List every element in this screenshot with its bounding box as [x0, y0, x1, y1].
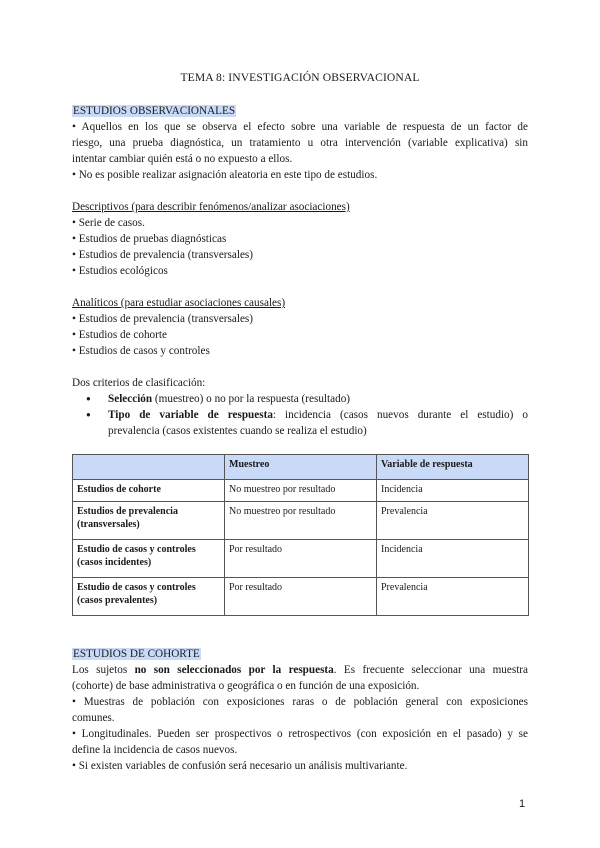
table-cell: Por resultado [225, 578, 377, 616]
table-cell: Estudios de prevalencia (transversales) [73, 502, 225, 540]
table-cell: Estudio de casos y controles (casos prevalentes) [73, 578, 225, 616]
descriptivos-heading: Descriptivos (para describir fenómenos/analizar asociaciones) [72, 201, 350, 213]
section-observacionales [72, 103, 528, 183]
table-cell: Incidencia [377, 480, 529, 502]
table-row [73, 480, 529, 502]
table-cell: No muestreo por resultado [225, 502, 377, 540]
list-item: • Estudios ecológicos [72, 265, 168, 277]
list-item: • Estudios de casos y controles [72, 345, 210, 357]
section-cohorte [72, 646, 528, 774]
table-cell: Estudio de casos y controles (casos incidentes) [73, 540, 225, 578]
cohorte-text: . Es frecuente seleccionar una muestra [333, 664, 528, 676]
table-row [73, 578, 529, 616]
list-item: • Serie de casos. [72, 217, 145, 229]
cohorte-line-2: (cohorte) de base administrativa o geográfica o en función de una exposición. [72, 680, 420, 692]
table-cell: Incidencia [377, 540, 529, 578]
cohorte-line-6: define la incidencia de casos nuevos. [72, 744, 238, 756]
table-cell: No muestreo por resultado [225, 480, 377, 502]
list-item: • Estudios de cohorte [72, 329, 167, 341]
cohorte-line-4: comunes. [72, 712, 115, 724]
cohorte-line-1 [72, 662, 528, 678]
obs-line-3: intentar cambiar quién está o no expuesto a ellos. [72, 153, 293, 165]
cohorte-line-3: • Muestras de población con exposiciones raras o de población general con exposiciones [72, 696, 528, 708]
table-cell: Estudios de cohorte [73, 480, 225, 502]
list-item: • Estudios de prevalencia (transversales) [72, 249, 253, 261]
criterio-2-text-cont: prevalencia (casos existentes cuando se realiza el estudio) [108, 425, 367, 437]
obs-line-4: • No es posible realizar asignación aleatoria en este tipo de estudios. [72, 169, 378, 181]
table-header-cell [73, 455, 225, 480]
table-header-row [73, 455, 529, 480]
criterios-intro: Dos criterios de clasificación: [72, 377, 206, 389]
cohorte-text: Los sujetos [72, 664, 135, 676]
table-row [73, 502, 529, 540]
list-item: • Estudios de prevalencia (transversales) [72, 313, 253, 325]
list-item: • Estudios de pruebas diagnósticas [72, 233, 227, 245]
classification-table [72, 454, 529, 616]
section-criterios [72, 375, 528, 439]
list-item [72, 391, 528, 407]
criterio-2-text: : incidencia (casos nuevos durante el estudio) o [272, 409, 528, 421]
table-cell: Prevalencia [377, 502, 529, 540]
criterio-2-bold: Tipo de variable de respuesta [108, 409, 273, 421]
criterio-1-bold: Selección [108, 393, 153, 405]
page-number: 1 [519, 798, 526, 810]
cohorte-line-7: • Si existen variables de confusión será necesario un análisis multivariante. [72, 760, 408, 772]
cohorte-line-5: • Longitudinales. Pueden ser prospectivos o retrospectivos (con exposición en el pasado) y se [72, 728, 528, 740]
section-heading-observacionales: ESTUDIOS OBSERVACIONALES [73, 105, 236, 117]
table-cell: Por resultado [225, 540, 377, 578]
obs-line-1: • Aquellos en los que se observa el efecto sobre una variable de respuesta de un factor de [72, 121, 528, 133]
criterio-1-text: (muestreo) o no por la respuesta (resultado) [152, 393, 351, 405]
section-descriptivos [72, 199, 528, 279]
table-row [73, 540, 529, 578]
section-analiticos [72, 295, 528, 359]
list-item [72, 407, 528, 439]
analiticos-heading: Analíticos (para estudiar asociaciones causales) [72, 297, 286, 309]
obs-line-2: riesgo, una prueba diagnóstica, un tratamiento u otra intervención (variable explicativa) sin [72, 137, 528, 149]
section-heading-cohorte: ESTUDIOS DE COHORTE [73, 648, 200, 660]
table-header-cell: Muestreo [225, 455, 377, 480]
table-header-cell: Variable de respuesta [377, 455, 529, 480]
table-cell: Prevalencia [377, 578, 529, 616]
cohorte-bold: no son seleccionados por la respuesta [134, 664, 334, 676]
document-title: TEMA 8: INVESTIGACIÓN OBSERVACIONAL [180, 71, 420, 84]
